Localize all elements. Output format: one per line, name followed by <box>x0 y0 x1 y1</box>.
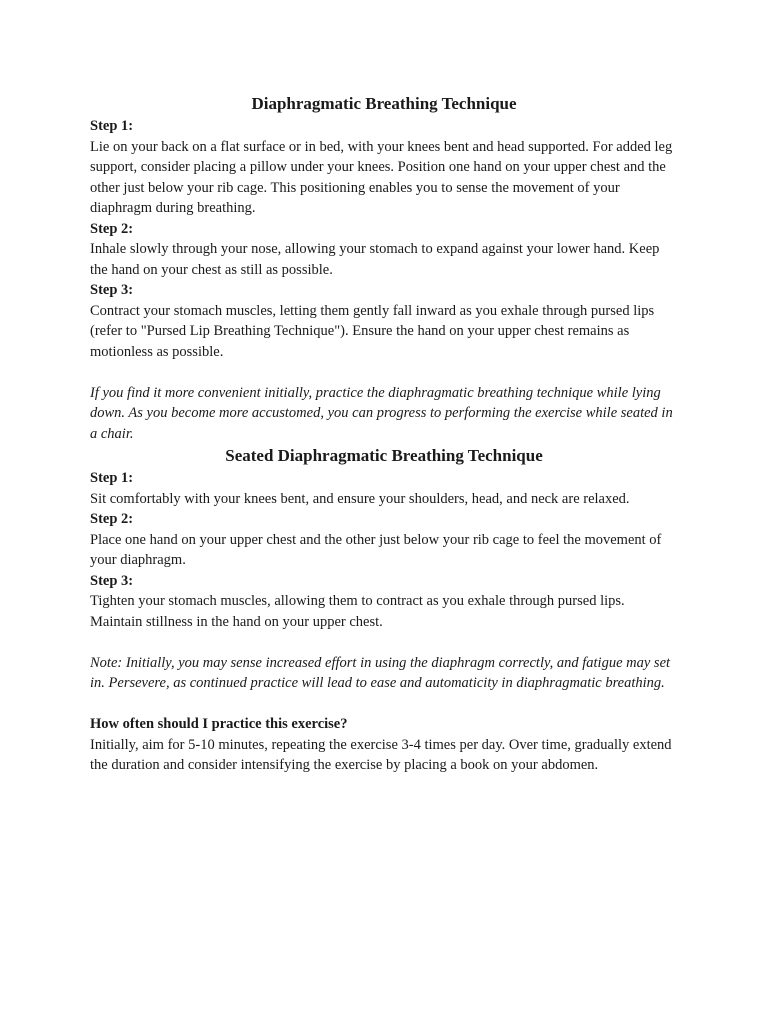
step-label: Step 1: <box>90 470 134 486</box>
italic-note-lying-down: If you find it more convenient initially, practice the diaphragmatic breathing technique while lying down. As you become more accustomed, you can progress to performing the exercise while seated in a chair. <box>90 384 673 442</box>
spacer <box>90 362 680 383</box>
step-label: Step 1: <box>90 118 134 134</box>
step-label: Step 3: <box>90 282 134 298</box>
italic-note-fatigue: Note: Initially, you may sense increased effort in using the diaphragm correctly, and fatigue may set in. Persevere, as continued practice will lead to ease and automaticity in diaphragmatic breathing. <box>90 654 671 691</box>
faq-question: How often should I practice this exercise? <box>90 716 348 732</box>
spacer <box>90 694 680 715</box>
step-label: Step 3: <box>90 572 134 589</box>
step-label: Step 2: <box>90 220 134 237</box>
spacer <box>90 632 680 653</box>
section-title-seated: Seated Diaphragmatic Breathing Technique <box>225 446 543 465</box>
step-text: Lie on your back on a flat surface or in bed, with your knees bent and head supported. For added leg support, consider placing a pillow under your knees. Position one hand on your upper chest and the other just below your rib cage. This positioning enables you to sense the movement of your diaphragm during breathing. <box>90 138 673 216</box>
section-title-diaphragmatic: Diaphragmatic Breathing Technique <box>251 94 517 113</box>
faq-answer: Initially, aim for 5-10 minutes, repeating the exercise 3-4 times per day. Over time, gradually extend the duration and consider intensifying the exercise by placing a book on your abdomen. <box>90 736 672 773</box>
step-text: Tighten your stomach muscles, allowing them to contract as you exhale through pursed lips. Maintain stillness in the hand on your upper chest. <box>90 593 625 630</box>
document-page <box>90 92 680 776</box>
step-label: Step 2: <box>90 511 134 527</box>
step-text: Place one hand on your upper chest and the other just below your rib cage to feel the movement of your diaphragm. <box>90 531 662 568</box>
step-text: Inhale slowly through your nose, allowing your stomach to expand against your lower hand. Keep the hand on your chest as still as possible. <box>90 241 660 278</box>
step-text: Contract your stomach muscles, letting them gently fall inward as you exhale through pursed lips (refer to "Pursed Lip Breathing Technique"). Ensure the hand on your upper chest remains as motionless as possible. <box>90 302 655 360</box>
step-text: Sit comfortably with your knees bent, and ensure your shoulders, head, and neck are relaxed. <box>90 490 630 507</box>
